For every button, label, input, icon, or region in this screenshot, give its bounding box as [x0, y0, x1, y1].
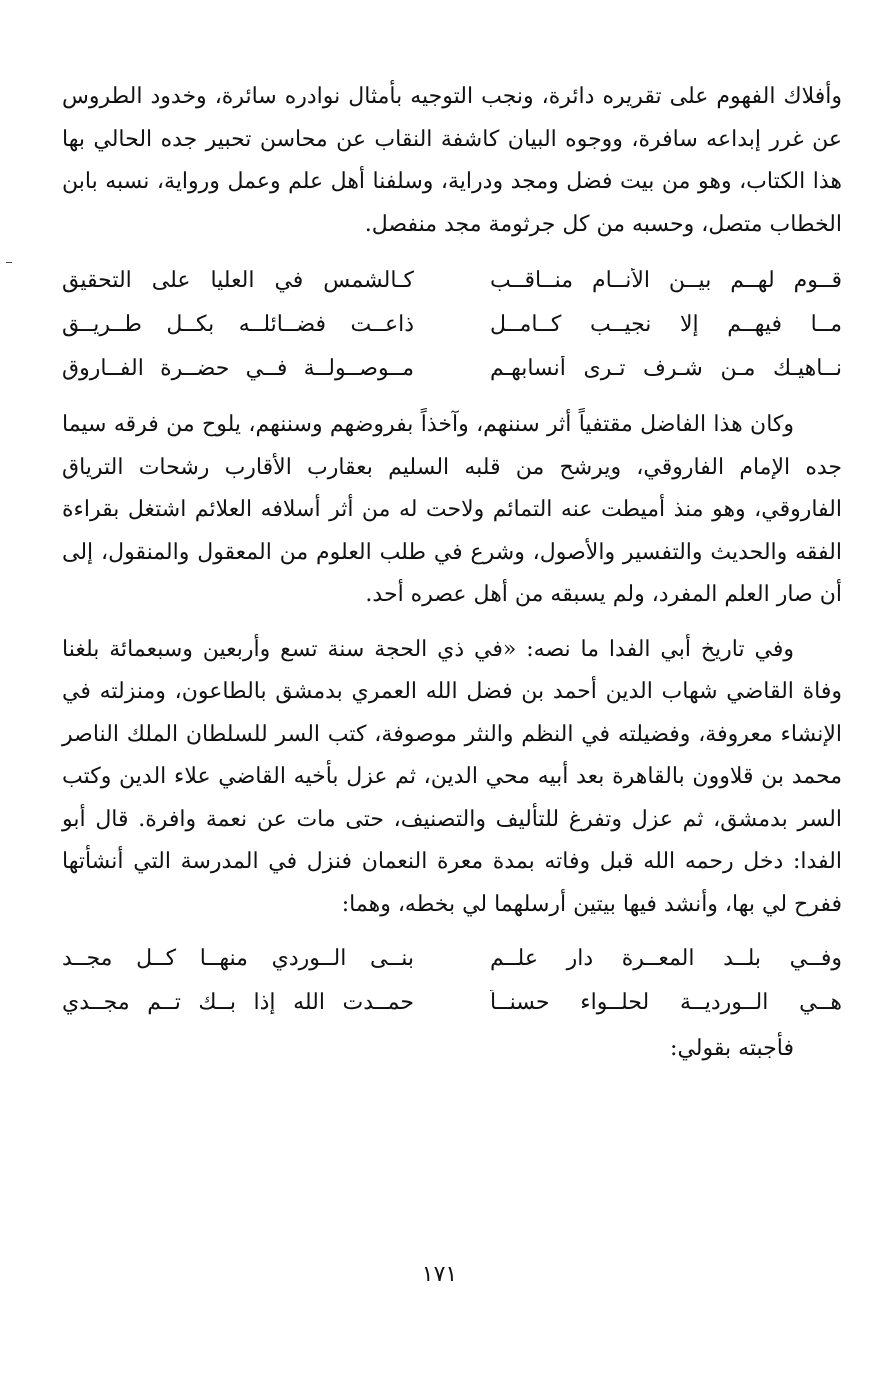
paragraph-abulfida: وفي تاريخ أبي الفدا ما نصه: «في ذي الحجة سنة تسع وأربعين وسبعمائة بلغنا وفاة القاضي شهاب الدين أحمد بن فضل الله العمري بدمشق بالطاعون، ومنزلته في الإنشاء معروفة، وفضيلته في النظم والنثر موصوفة، كتب السر للسلطان الملك الناصر محمد بن قلاوون بالقاهرة بعد أبيه محي الدين، ثم عزل بأخيه القاضي علاء الدين وكتب السر بدمشق، ثم عزل وتفرغ للتأليف والتصنيف، حتى مات عن نعمة وافرة. قال أبو الفدا: دخل رحمه الله قبل وفاته بمدة معرة النعمان فنزل في المدرسة التي أنشأتها ففرح لي بها، وأنشد فيها بيتين أرسلهما لي بخطه، وهما: — [62, 636, 842, 917]
page-body — [62, 76, 842, 1070]
poem-verse — [62, 980, 842, 1024]
poem-verse — [62, 936, 842, 980]
paragraph-scholar: وكان هذا الفاضل مقتفياً أثر سننهم، وآخذاً بفروضهم وسننهم، يلوح من فرقه سيما جده الإمام الفاروقي، ويرشح من قلبه السليم بعقارب الأقارب رشحات الترياق الفاروقي، وهو منذ أميطت عنه التمائم ولاحت له من أثر أسلافه العلائم اشتغل بقراءة الفقه والحديث والتفسير والأصول، وشرع في طلب العلوم من المعقول والمنقول، إلى أن صار العلم المفرد، ولم يسبقه من أهل عصره أحد. — [62, 412, 842, 607]
verse-first-hemistich: مــا فيهــم إلا نجيــب كــامــل — [490, 311, 842, 337]
verse-second-hemistich: بنــى الــوردي منهــا كــل مجــد — [62, 945, 414, 971]
verse-second-hemistich: كـالشمس في العليا على التحقيق — [62, 267, 414, 293]
verse-first-hemistich: هــي الــورديــة لحلــواء حسنــاً — [490, 989, 842, 1015]
verse-second-hemistich: حمــدت الله إذا بــك تــم مجــدي — [62, 989, 414, 1015]
verse-first-hemistich: قــوم لهــم بيــن الأنــام منــاقــب — [490, 267, 842, 293]
poem-verse — [62, 258, 842, 302]
verse-first-hemistich: وفــي بلــد المعــرة دار علــم — [490, 945, 842, 971]
closing-line: فأجبته بقولي: — [670, 1036, 794, 1061]
poem-praise — [62, 258, 842, 390]
page-number: ١٧١ — [421, 1262, 458, 1287]
paragraph-intro: وأفلاك الفهوم على تقريره دائرة، ونجب التوجيه بأمثال نوادره سائرة، وخدود الطروس عن غرر إبداعه سافرة، ووجوه البيان كاشفة النقاب عن محاسن تحبير جده الحالي بها هذا الكتاب، وهو من بيت فضل ومجد ودراية، وسلفنا أهل علم وعمل ورواية، نسبه بابن الخطاب متصل، وحسبه من كل جرثومة مجد منفصل. — [62, 84, 842, 237]
verse-second-hemistich: ذاعــت فضــائلــه بكــل طــريــق — [62, 311, 414, 337]
poem-verse — [62, 302, 842, 346]
margin-mark — [6, 262, 12, 263]
poem-verse — [62, 346, 842, 390]
verse-first-hemistich: نــاهيـك مـن شـرف تـرى أنسابهـم — [490, 355, 842, 381]
poem-maarra — [62, 936, 842, 1024]
verse-second-hemistich: مــوصــولــة فــي حضــرة الفــاروق — [62, 355, 414, 381]
